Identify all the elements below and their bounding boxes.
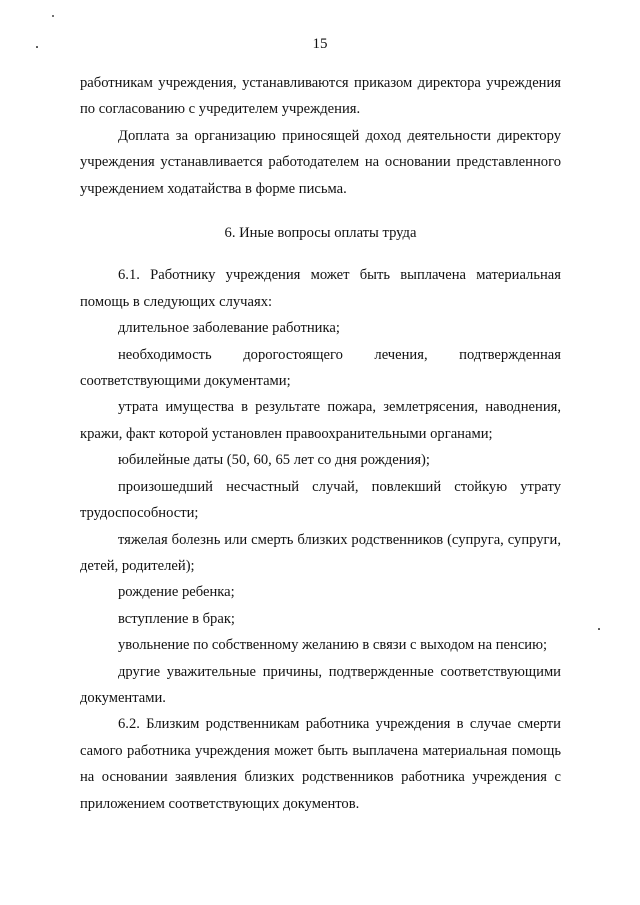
- list-item: длительное заболевание работника;: [118, 320, 340, 337]
- scan-speck: [598, 628, 600, 630]
- paragraph: 6.1. Работнику учреждения может быть выплачена материальная помощь в следующих случаях:: [80, 267, 561, 310]
- page-number: 15: [312, 36, 328, 52]
- list-item: увольнение по собственному желанию в связи с выходом на пенсию;: [118, 637, 548, 654]
- list-item: необходимость дорогостоящего лечения, подтвержденная соответствующими документами;: [80, 346, 561, 390]
- paragraph: 6.2. Близким родственникам работника учреждения в случае смерти самого работника учреждения может быть выплачена материальная помощь на основании заявления близких родственников работника учреждения с приложением соответствующих документов.: [80, 716, 561, 812]
- paragraph: работникам учреждения, устанавливаются приказом директора учреждения по согласованию с учредителем учреждения.: [80, 75, 561, 118]
- list-item: другие уважительные причины, подтвержденные соответствующими документами.: [80, 663, 561, 706]
- document-body: [80, 70, 561, 817]
- list-item: юбилейные даты (50, 60, 65 лет со дня рождения);: [118, 452, 430, 469]
- paragraph: Доплата за организацию приносящей доход деятельности директору учреждения устанавливается работодателем на основании представленного учреждением ходатайства в форме письма.: [80, 127, 561, 197]
- list-item: вступление в брак;: [118, 610, 235, 627]
- list-item: утрата имущества в результате пожара, землетрясения, наводнения, кражи, факт которой установлен правоохранительными органами;: [80, 399, 561, 442]
- list-item: произошедший несчастный случай, повлекший стойкую утрату трудоспособности;: [80, 478, 561, 522]
- list-item: рождение ребенка;: [118, 584, 235, 601]
- scan-speck: [52, 15, 54, 17]
- list-item: тяжелая болезнь или смерть близких родственников (супруга, супруги, детей, родителей);: [80, 531, 561, 574]
- section-heading: 6. Иные вопросы оплаты труда: [224, 225, 417, 242]
